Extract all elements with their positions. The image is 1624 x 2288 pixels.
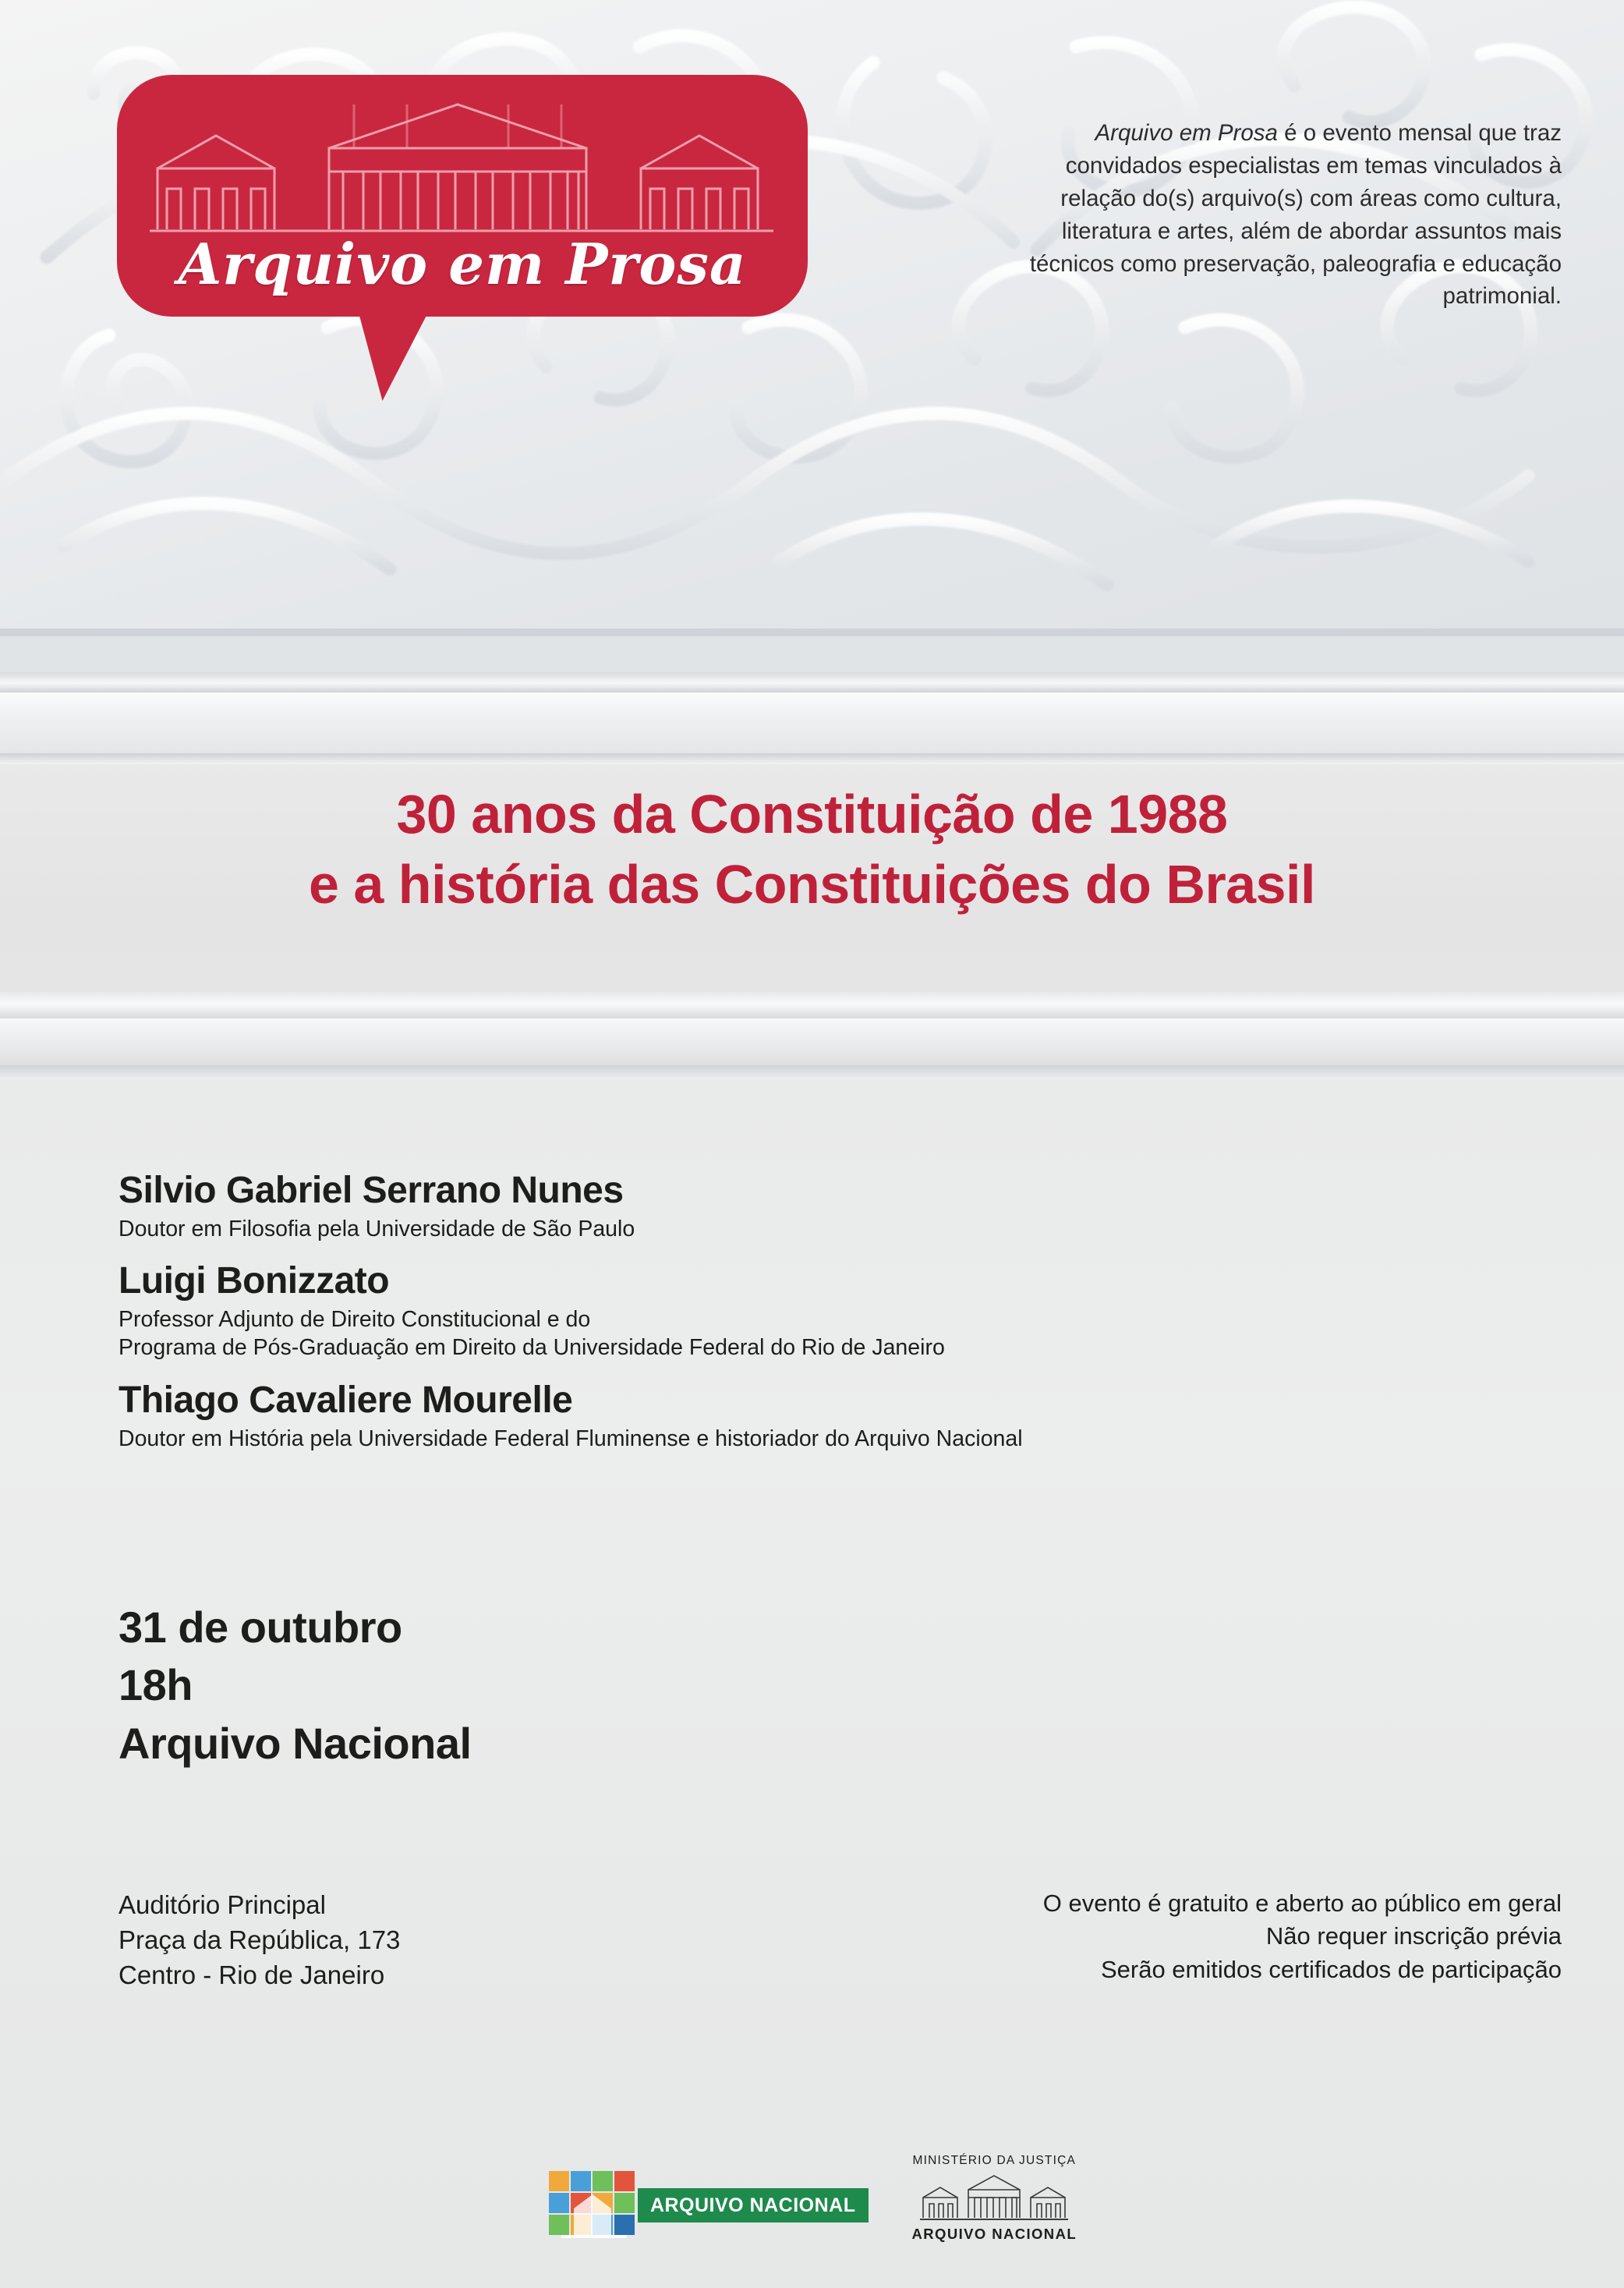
ministry-building-icon: [920, 2171, 1068, 2221]
page-title-line-1: 30 anos da Constituição de 1988: [396, 784, 1228, 845]
ministry-label-bottom: ARQUIVO NACIONAL: [911, 2226, 1077, 2242]
list-item: [119, 1380, 1366, 1453]
speaker-role: [119, 1215, 1366, 1243]
speaker-name: Luigi Bonizzato: [119, 1260, 390, 1302]
event-notes: [1043, 1887, 1562, 1986]
event-address: [119, 1887, 400, 1993]
arquivo-em-prosa-logo: [117, 75, 808, 332]
speaker-role-line-1: Doutor em Filosofia pela Universidade de São Paulo: [119, 1216, 635, 1241]
logo-title: Arquivo em Prosa: [178, 231, 747, 297]
event-date: 31 de outubro: [119, 1603, 402, 1652]
note-line-1: O evento é gratuito e aberto ao público em geral: [1042, 1890, 1562, 1917]
arquivo-nacional-wordmark: ARQUIVO NACIONAL: [638, 2188, 869, 2222]
page-title: [0, 780, 1624, 919]
event-when-block: [119, 1599, 472, 1773]
moulding-band-shadow: [0, 753, 1624, 764]
page-title-line-2: e a história das Constituições do Brasil: [309, 853, 1315, 915]
speaker-role-line-1: Doutor em História pela Universidade Federal Fluminense e historiador do Arquivo Nacional: [119, 1426, 1023, 1451]
intro-text: é o evento mensal que traz convidados especialistas em temas vinculados à relação do(s) arquivo(s) com áreas como cultura, literatura e artes, além de abordar assuntos mais técnicos como preservação, paleografia e educação patrimonial.: [1029, 120, 1562, 310]
speaker-name: Thiago Cavaliere Mourelle: [119, 1379, 573, 1421]
moulding-band-lower-top: [0, 992, 1624, 1018]
ministry-of-justice-logo: [912, 2154, 1077, 2243]
intro-lead-italic: Arquivo em Prosa: [1095, 120, 1278, 146]
national-archive-building-icon: [150, 97, 773, 237]
event-place: Arquivo Nacional: [119, 1718, 472, 1768]
arquivo-nacional-mark-icon: [547, 2168, 639, 2243]
moulding-band-lower-main: [0, 1018, 1624, 1065]
event-time: 18h: [119, 1660, 193, 1710]
footer-logos: [0, 2154, 1624, 2243]
speech-balloon-tail: [345, 306, 432, 401]
note-line-3: Serão emitidos certificados de participação: [1100, 1955, 1562, 1983]
speaker-role: [119, 1305, 1366, 1362]
moulding-band-top: [0, 672, 1624, 692]
address-line-1: Auditório Principal: [119, 1890, 326, 1919]
speaker-role: [119, 1425, 1366, 1453]
ministry-label-top: MINISTÉRIO DA JUSTIÇA: [912, 2154, 1077, 2167]
address-line-3: Centro - Rio de Janeiro: [119, 1960, 385, 1990]
intro-paragraph: [992, 117, 1562, 313]
arquivo-nacional-logo: [547, 2168, 869, 2243]
address-line-2: Praça da República, 173: [119, 1925, 401, 1955]
speaker-role-line-2: Programa de Pós-Graduação em Direito da Universidade Federal do Rio de Janeiro: [119, 1335, 945, 1361]
moulding-band-main: [0, 692, 1624, 753]
list-item: [119, 1170, 1366, 1243]
list-item: [119, 1260, 1366, 1362]
speaker-name: Silvio Gabriel Serrano Nunes: [119, 1170, 624, 1211]
speakers-list: [119, 1170, 1366, 1470]
note-line-2: Não requer inscrição prévia: [1265, 1922, 1562, 1950]
moulding-band-lower-shadow: [0, 1065, 1624, 1079]
speaker-role-line-1: Professor Adjunto de Direito Constitucional e do: [119, 1306, 591, 1332]
